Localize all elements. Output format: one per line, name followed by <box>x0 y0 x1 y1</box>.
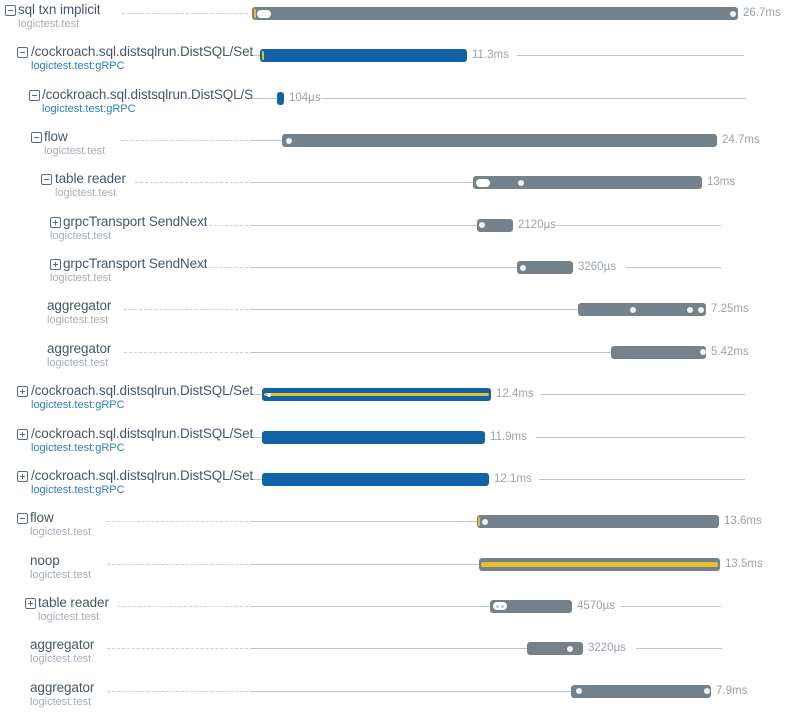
span-duration-label: 5.42ms <box>711 345 749 358</box>
span-duration-label: 104µs <box>289 91 321 104</box>
span-label <box>18 2 100 30</box>
span-duration-bar[interactable] <box>571 685 711 698</box>
span-process: logictest.test <box>38 610 100 623</box>
span-event-marker-icon <box>730 11 736 17</box>
span-duration-bar[interactable] <box>527 642 583 655</box>
timeline-extension-line <box>536 437 745 438</box>
connector-line <box>250 182 473 183</box>
span-row <box>0 2 786 45</box>
span-process: logictest.test <box>44 145 106 158</box>
span-row <box>0 87 786 130</box>
span-duration-label: 12.1ms <box>494 472 532 485</box>
connector-dashed-line <box>204 225 248 226</box>
span-row <box>0 553 786 596</box>
span-name[interactable]: grpcTransport SendNext <box>63 256 208 272</box>
connector-line <box>250 98 277 99</box>
collapse-icon[interactable] <box>5 5 16 16</box>
connector-dashed-line <box>118 606 248 607</box>
span-duration-bar[interactable] <box>479 558 720 571</box>
timeline-extension-line <box>557 225 721 226</box>
connector-line <box>250 352 611 353</box>
span-event-marker-icon <box>520 265 526 271</box>
collapse-icon[interactable] <box>17 47 28 58</box>
span-process: logictest.test:gRPC <box>31 483 125 496</box>
span-event-marker-icon <box>257 10 271 18</box>
span-process: logictest.test:gRPC <box>42 102 136 115</box>
span-event-marker-icon <box>476 179 490 187</box>
span-event-marker-icon <box>267 393 271 397</box>
span-event-marker-icon <box>576 688 582 694</box>
span-duration-label: 24.7ms <box>722 134 760 147</box>
event-tick-icon <box>254 9 256 18</box>
span-name[interactable]: flow <box>30 510 54 526</box>
span-duration-bar[interactable] <box>473 176 702 189</box>
connector-dashed-line <box>135 182 248 183</box>
span-name[interactable]: sql txn implicit <box>18 2 101 17</box>
span-label <box>38 595 109 623</box>
span-duration-bar[interactable] <box>262 388 491 401</box>
connector-dashed-line <box>107 691 248 692</box>
span-duration-bar[interactable] <box>477 515 719 528</box>
span-duration-bar[interactable] <box>252 7 738 20</box>
span-label <box>30 553 91 581</box>
connector-dashed-line <box>204 267 248 268</box>
marker-dot-icon <box>496 605 499 608</box>
span-row <box>0 341 786 384</box>
span-duration-label: 12.4ms <box>496 388 534 401</box>
connector-line <box>250 140 282 141</box>
span-event-marker-icon <box>704 688 710 694</box>
span-row <box>0 298 786 341</box>
timeline-extension-line <box>626 267 721 268</box>
span-label <box>31 426 253 454</box>
span-event-marker-icon <box>630 307 636 313</box>
span-duration-label: 13.6ms <box>724 515 762 528</box>
expand-icon[interactable] <box>25 598 36 609</box>
span-duration-label: 13.5ms <box>725 557 763 570</box>
span-event-marker-icon <box>518 180 524 186</box>
span-label <box>31 468 253 496</box>
span-duration-bar[interactable] <box>262 473 489 486</box>
span-label <box>47 341 111 369</box>
timeline-extension-line <box>621 606 721 607</box>
span-name[interactable]: aggregator <box>47 298 112 314</box>
connector-line <box>250 225 477 226</box>
span-process: logictest.test <box>30 653 92 666</box>
span-duration-bar[interactable] <box>282 134 717 147</box>
span-row <box>0 426 786 469</box>
span-duration-label: 11.3ms <box>472 49 509 62</box>
connector-line <box>250 564 479 565</box>
span-duration-bar[interactable] <box>262 431 485 444</box>
span-row <box>0 44 786 87</box>
span-duration-bar[interactable] <box>517 261 573 274</box>
span-event-marker-icon <box>479 222 485 228</box>
span-label <box>44 129 105 157</box>
span-name[interactable]: /cockroach.sql.distsqlrun.DistSQL/S <box>42 86 254 102</box>
span-label <box>31 383 253 411</box>
span-event-marker-icon <box>286 138 292 144</box>
timeline-extension-line <box>539 479 745 480</box>
timeline-extension-line <box>541 394 745 395</box>
collapse-icon[interactable] <box>17 513 28 524</box>
connector-dashed-line <box>124 309 248 310</box>
timeline-extension-line <box>321 98 746 99</box>
span-duration-bar[interactable] <box>277 92 284 105</box>
connector-dashed-line <box>107 521 248 522</box>
span-process: logictest.test <box>50 229 112 242</box>
span-duration-label: 11.9ms <box>490 430 527 443</box>
span-name[interactable]: /cockroach.sql.distsqlrun.DistSQL/Set <box>31 383 254 399</box>
span-duration-bar[interactable] <box>477 219 513 232</box>
expand-icon[interactable] <box>50 259 61 270</box>
span-process: logictest.test <box>30 568 92 581</box>
highlight-stripe <box>481 562 718 567</box>
highlight-stripe <box>264 393 489 396</box>
span-duration-label: 4570µs <box>577 599 615 612</box>
span-label <box>30 510 91 538</box>
span-name[interactable]: table reader <box>55 171 126 187</box>
connector-line <box>250 606 490 607</box>
connector-dashed-line <box>124 352 248 353</box>
span-event-marker-icon <box>687 307 693 313</box>
span-duration-label: 3220µs <box>588 642 626 655</box>
span-process: logictest.test <box>47 314 109 327</box>
span-duration-label: 13ms <box>707 176 736 189</box>
span-label <box>50 256 208 285</box>
collapse-icon[interactable] <box>31 132 42 143</box>
span-duration-bar[interactable] <box>578 303 706 316</box>
span-name[interactable]: /cockroach.sql.distsqlrun.DistSQL/Set <box>31 467 254 483</box>
span-name[interactable]: flow <box>44 129 68 145</box>
span-label <box>50 213 208 242</box>
span-name[interactable]: /cockroach.sql.distsqlrun.DistSQL/Set <box>31 44 254 60</box>
span-row <box>0 256 786 299</box>
event-tick-icon <box>478 517 480 526</box>
span-event-marker-icon <box>698 307 704 313</box>
span-duration-label: 7.25ms <box>711 303 749 316</box>
span-label <box>30 680 94 708</box>
span-row <box>0 468 786 511</box>
span-name[interactable]: aggregator <box>47 340 112 356</box>
marker-dot-icon <box>501 605 504 608</box>
collapse-icon[interactable] <box>41 174 52 185</box>
span-row <box>0 383 786 426</box>
span-duration-label: 26.7ms <box>743 7 781 19</box>
span-duration-label: 2120µs <box>518 218 556 231</box>
expand-icon[interactable] <box>50 217 61 228</box>
span-name[interactable]: aggregator <box>30 637 95 653</box>
timeline-extension-line <box>636 648 722 649</box>
connector-line <box>250 267 517 268</box>
span-process: logictest.test <box>18 18 80 30</box>
span-label <box>55 171 126 199</box>
connector-line <box>250 691 571 692</box>
connector-dashed-line <box>122 13 248 14</box>
span-name[interactable]: /cockroach.sql.distsqlrun.DistSQL/Set <box>31 425 254 441</box>
connector-dashed-line <box>107 564 248 565</box>
span-event-marker-icon <box>700 349 706 355</box>
span-label <box>42 87 253 115</box>
span-duration-bar[interactable] <box>490 600 572 613</box>
span-label <box>30 637 94 665</box>
event-tick-icon <box>262 51 264 60</box>
span-process: logictest.test <box>47 356 109 369</box>
span-event-marker-icon <box>567 646 573 652</box>
span-row <box>0 171 786 214</box>
span-label <box>47 298 111 326</box>
collapse-icon[interactable] <box>29 90 40 101</box>
connector-dashed-line <box>121 140 248 141</box>
connector-line <box>250 521 477 522</box>
connector-line <box>250 309 578 310</box>
span-row <box>0 214 786 257</box>
span-name[interactable]: noop <box>30 552 60 568</box>
span-duration-label: 3260µs <box>578 261 616 274</box>
span-process: logictest.test:gRPC <box>31 60 125 73</box>
connector-dashed-line <box>107 648 248 649</box>
span-label <box>31 44 253 72</box>
span-process: logictest.test <box>30 695 92 708</box>
span-duration-bar[interactable] <box>611 346 706 359</box>
timeline-extension-line <box>517 55 744 56</box>
span-process: logictest.test:gRPC <box>31 441 125 454</box>
span-row <box>0 129 786 172</box>
span-process: logictest.test:gRPC <box>31 399 125 412</box>
span-process: logictest.test <box>50 272 112 285</box>
span-process: logictest.test <box>55 187 117 200</box>
span-name[interactable]: grpcTransport SendNext <box>63 213 208 229</box>
span-duration-label: 7.9ms <box>716 684 748 697</box>
connector-line <box>250 648 527 649</box>
span-row <box>0 595 786 638</box>
span-process: logictest.test <box>30 526 92 539</box>
span-event-marker-icon <box>493 602 507 610</box>
span-row <box>0 680 786 714</box>
span-event-marker-icon <box>482 519 488 525</box>
expand-icon[interactable] <box>17 471 28 482</box>
span-name[interactable]: aggregator <box>30 679 95 695</box>
expand-icon[interactable] <box>17 429 28 440</box>
span-name[interactable]: table reader <box>38 594 109 610</box>
expand-icon[interactable] <box>17 386 28 397</box>
span-row <box>0 510 786 553</box>
span-duration-bar[interactable] <box>260 49 467 62</box>
span-row <box>0 637 786 680</box>
